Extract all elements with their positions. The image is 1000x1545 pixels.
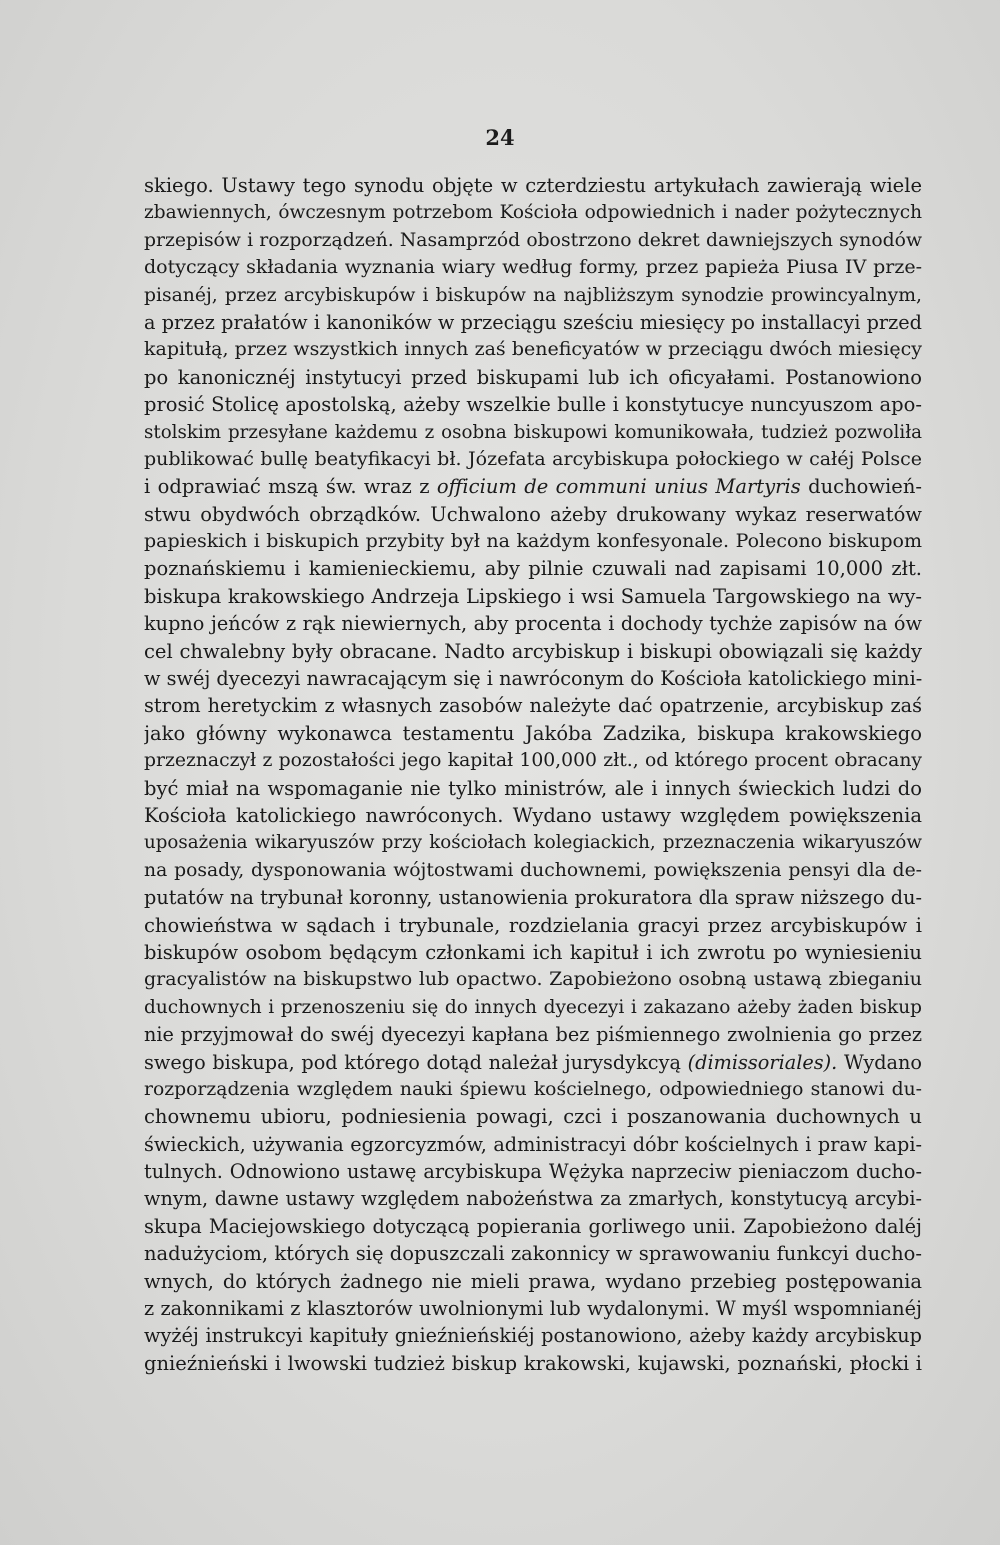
text-run: zbawiennych, ówczesnym potrzebom Kościoła odpowiednich i nader pożytecznych bbox=[144, 202, 922, 224]
text-line bbox=[144, 857, 922, 884]
text-run: tulnych. Odnowiono ustawę arcybiskupa Wężyka naprzeciw pieniaczom ducho- bbox=[144, 1160, 922, 1184]
text-run: duchowień- bbox=[800, 475, 922, 499]
text-line bbox=[144, 747, 922, 774]
text-run: papieskich i biskupich przybity był na każdym konfesyonale. Polecono biskupom bbox=[144, 530, 922, 553]
text-line bbox=[144, 994, 922, 1021]
text-run: i odprawiać mszą św. wraz z bbox=[144, 475, 437, 499]
text-run: nie przyjmował do swéj dyecezyi kapłana bez piśmiennego zwolnienia go przez bbox=[144, 1023, 922, 1047]
text-run: swego biskupa, pod którego dotąd należał jurysdykcyą bbox=[144, 1050, 688, 1074]
text-line bbox=[144, 446, 922, 473]
text-run: wyżéj instrukcyi kapituły gnieźnieńskiéj postanowiono, ażeby każdy arcybiskup bbox=[144, 1324, 922, 1348]
text-line bbox=[144, 1322, 922, 1349]
text-line bbox=[144, 775, 922, 802]
text-line bbox=[144, 1240, 922, 1267]
text-run: gracyalistów na biskupstwo lub opactwo. Zapobieżono osobną ustawą zbieganiu bbox=[144, 968, 922, 991]
text-run: duchownych i przenoszeniu się do innych dyecezyi i zakazano ażeby żaden biskup bbox=[144, 996, 922, 1018]
text-run: biskupów osobom będącym członkami ich kapituł i ich zwrotu po wyniesieniu bbox=[144, 940, 922, 964]
text-line bbox=[144, 1268, 922, 1295]
text-line bbox=[144, 692, 922, 719]
body-text bbox=[144, 172, 922, 1377]
text-line bbox=[144, 610, 922, 637]
text-line bbox=[144, 1158, 922, 1185]
text-line bbox=[144, 1021, 922, 1048]
text-run: poznańskiemu i kamienieckiemu, aby pilnie czuwali nad zapisami 10,000 złt. bbox=[144, 557, 922, 581]
text-run: chowieństwa w sądach i trybunale, rozdzielania gracyi przez arcybiskupów i bbox=[144, 913, 922, 937]
text-run: na posady, dysponowania wójtostwami duchownemi, powiększenia pensyi dla de- bbox=[144, 859, 922, 881]
text-run: biskupa krakowskiego Andrzeja Lipskiego i wsi Samuela Targowskiego na wy- bbox=[144, 584, 922, 608]
text-run: w swéj dyecezyi nawracającym się i nawróconym do Kościoła katolickiego mini- bbox=[144, 667, 922, 691]
text-line bbox=[144, 1131, 922, 1158]
text-run: kupno jeńców z rąk niewiernych, aby procenta i dochody tychże zapisów na ów bbox=[144, 612, 922, 636]
text-run: Kościoła katolickiego nawróconych. Wydano ustawy względem powiększenia bbox=[144, 803, 922, 827]
text-run: rozporządzenia względem nauki śpiewu kościelnego, odpowiedniego stanowi du- bbox=[144, 1078, 922, 1100]
text-line bbox=[144, 199, 922, 226]
text-line bbox=[144, 227, 922, 254]
text-line bbox=[144, 583, 922, 610]
text-run: nadużyciom, których się dopuszczali zakonnicy w sprawowaniu funkcyi ducho- bbox=[144, 1242, 922, 1266]
text-line bbox=[144, 336, 922, 363]
text-run: po kanonicznéj instytucyi przed biskupami lub ich oficyałami. Postanowiono bbox=[144, 365, 922, 389]
text-run: stolskim przesyłane każdemu z osobna biskupowi komunikowała, tudzież pozwoliła bbox=[144, 421, 922, 443]
text-run: gnieźnieński i lwowski tudzież biskup krakowski, kujawski, poznański, płocki i bbox=[144, 1351, 922, 1375]
text-line bbox=[144, 1185, 922, 1212]
text-run: skupa Maciejowskiego dotyczącą popierania gorliwego unii. Zapobieżono daléj bbox=[144, 1214, 922, 1238]
text-line bbox=[144, 391, 922, 418]
text-run: publikować bullę beatyfikacyi bł. Józefata arcybiskupa połockiego w całéj Polsce bbox=[144, 447, 922, 470]
text-run: świeckich, używania egzorcyzmów, administracyi dóbr kościelnych i praw kapi- bbox=[144, 1132, 922, 1156]
text-line bbox=[144, 309, 922, 336]
text-run: wnym, dawne ustawy względem nabożeństwa za zmarłych, konstytucyą arcybi- bbox=[144, 1187, 922, 1211]
text-run: z zakonnikami z klasztorów uwolnionymi lub wydalonymi. W myśl wspomnianéj bbox=[144, 1297, 922, 1321]
text-line bbox=[144, 966, 922, 993]
text-line bbox=[144, 939, 922, 966]
text-run: pisanéj, przez arcybiskupów i biskupów na najbliższym synodzie prowincyalnym, bbox=[144, 284, 922, 306]
text-line bbox=[144, 1103, 922, 1130]
text-run: prosić Stolicę apostolską, ażeby wszelkie bulle i konstytucye nuncyuszom apo- bbox=[144, 393, 922, 417]
text-line bbox=[144, 282, 922, 309]
text-line bbox=[144, 829, 922, 856]
text-run: uposażenia wikaryuszów przy kościołach kolegiackich, przeznaczenia wikaryuszów bbox=[144, 832, 922, 854]
text-run: przepisów i rozporządzeń. Nasamprzód obostrzono dekret dawniejszych synodów bbox=[144, 229, 922, 251]
text-run: przeznaczył z pozostałości jego kapitał 100,000 złt., od którego procent obracany bbox=[144, 750, 922, 772]
page-number: 24 bbox=[485, 125, 515, 150]
text-line bbox=[144, 1076, 922, 1103]
text-run: kapitułą, przez wszystkich innych zaś beneficyatów w przeciągu dwóch miesięcy bbox=[144, 338, 922, 361]
text-line bbox=[144, 720, 922, 747]
text-line bbox=[144, 802, 922, 829]
text-line bbox=[144, 254, 922, 281]
text-line bbox=[144, 912, 922, 939]
text-run: wnych, do których żadnego nie mieli prawa, wydano przebieg postępowania bbox=[144, 1269, 922, 1293]
text-line bbox=[144, 1213, 922, 1240]
text-line bbox=[144, 473, 922, 500]
text-line bbox=[144, 419, 922, 446]
text-run: skiego. Ustawy tego synodu objęte w czterdziestu artykułach zawierają wiele bbox=[144, 174, 922, 197]
text-run: cel chwalebny były obracane. Nadto arcybiskup i biskupi obowiązali się każdy bbox=[144, 639, 922, 663]
italic-text-run: (dimissoriales). bbox=[687, 1050, 838, 1074]
text-run: dotyczący składania wyznania wiary według formy, przez papieża Piusa IV prze- bbox=[144, 256, 922, 279]
text-line bbox=[144, 555, 922, 582]
text-line bbox=[144, 528, 922, 555]
italic-text-run: officium de communi unius Martyris bbox=[436, 475, 801, 499]
text-line bbox=[144, 665, 922, 692]
text-line bbox=[144, 1049, 922, 1076]
text-line bbox=[144, 364, 922, 391]
text-run: a przez prałatów i kanoników w przeciągu sześciu miesięcy po installacyi przed bbox=[144, 310, 922, 334]
text-run: Wydano bbox=[837, 1050, 922, 1074]
text-run: stwu obydwóch obrządków. Uchwalono ażeby drukowany wykaz reserwatów bbox=[144, 502, 922, 526]
text-line bbox=[144, 172, 922, 199]
text-line bbox=[144, 1295, 922, 1322]
text-line bbox=[144, 501, 922, 528]
text-run: putatów na trybunał koronny, ustanowienia prokuratora dla spraw niższego du- bbox=[144, 886, 922, 910]
text-line bbox=[144, 638, 922, 665]
text-run: być miał na wspomaganie nie tylko ministrów, ale i innych świeckich ludzi do bbox=[144, 776, 922, 800]
text-line bbox=[144, 1350, 922, 1377]
text-run: strom heretyckim z własnych zasobów należyte dać opatrzenie, arcybiskup zaś bbox=[144, 694, 922, 718]
text-line bbox=[144, 884, 922, 911]
text-run: jako główny wykonawca testamentu Jakóba Zadzika, biskupa krakowskiego bbox=[144, 721, 922, 745]
text-run: chownemu ubioru, podniesienia powagi, czci i poszanowania duchownych u bbox=[144, 1105, 922, 1129]
